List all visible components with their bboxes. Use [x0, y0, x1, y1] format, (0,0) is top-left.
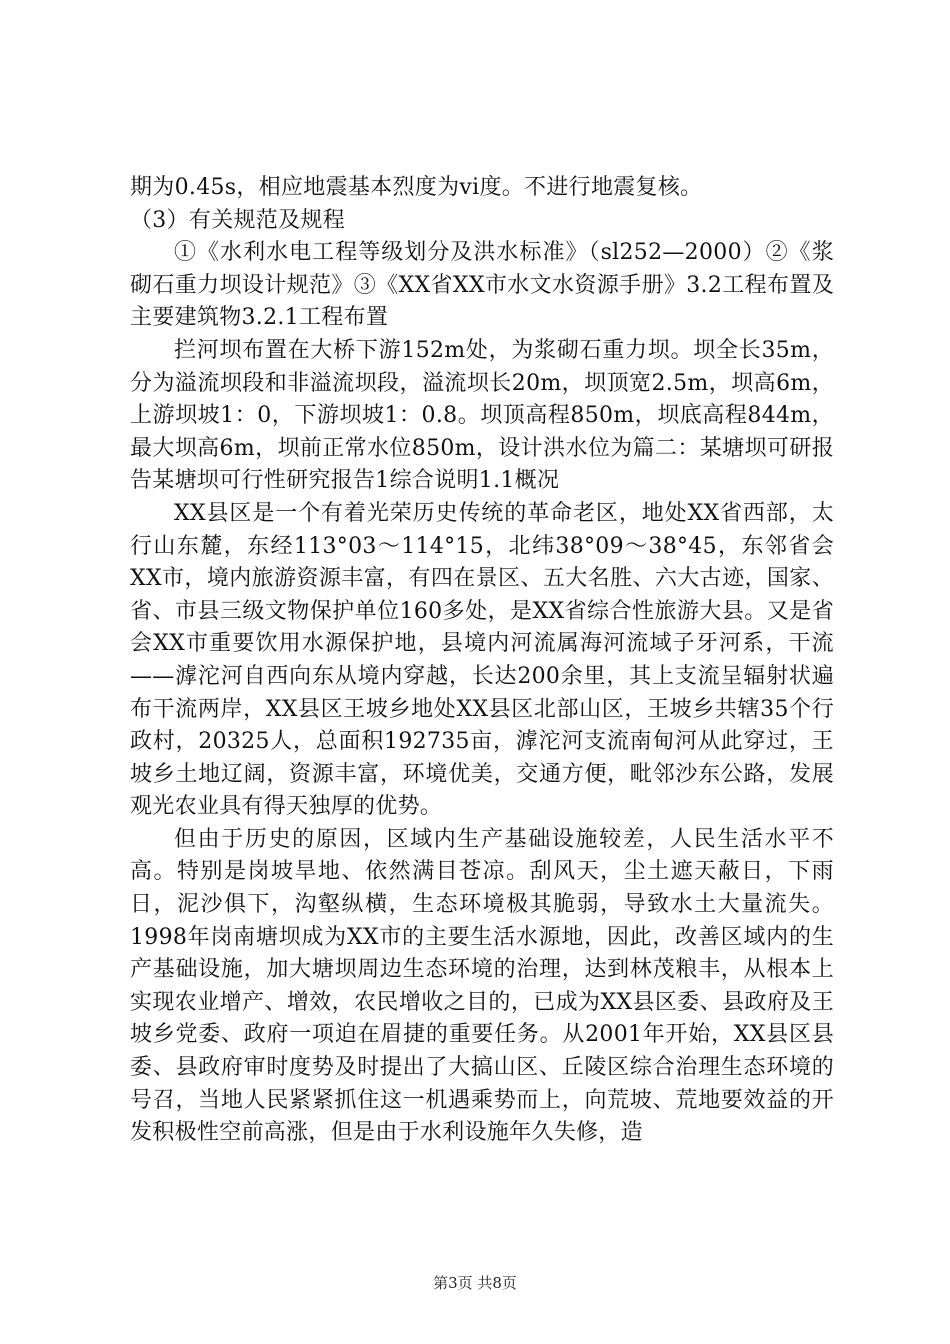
document-body — [130, 172, 834, 1150]
paragraph-2: （3）有关规范及规程 — [130, 207, 345, 233]
paragraph-5: XX县区是一个有着光荣历史传统的革命老区，地处XX省西部，太行山东麓，东经113°03～114°15，北纬38°09～38°45，东邻省会XX市，境内旅游资源丰富，有四在景区、五大名胜、六大古迹，国家、省、市县三级文物保护单位160多处，是XX省综合性旅游大县。又是省会XX市重要饮用水源保护地，县境内河流属海河流域子牙河系，干流——滹沱河自西向东从境内穿越，长达200余里，其上支流呈辐射状遍布干流两岸，XX县区王坡乡地处XX县区北部山区，王坡乡共辖35个行政村，20325人，总面积192735亩，滹沱河支流南甸河从此穿过，王坡乡土地辽阔，资源丰富，环境优美，交通方便，毗邻沙东公路，发展观光农业具有得天独厚的优势。 — [130, 500, 834, 820]
paragraph-1: 期为0.45s，相应地震基本烈度为vi度。不进行地震复核。 — [130, 175, 703, 200]
paragraph-4: 拦河坝布置在大桥下游152m处，为浆砌石重力坝。坝全长35m，分为溢流坝段和非溢流坝段，溢流坝长20m，坝顶宽2.5m，坝高6m，上游坝坡1：0，下游坝坡1：0.8。坝顶高程850m，坝底高程844m，最大坝高6m，坝前正常水位850m，设计洪水位为篇二：某塘坝可研报告某塘坝可行性研究报告1综合说明1.1概况 — [130, 337, 834, 494]
paragraph-3: ①《水利水电工程等级划分及洪水标准》（sl252—2000）②《浆砌石重力坝设计规范》③《XX省XX市水文水资源手册》3.2工程布置及主要建筑物3.2.1工程布置 — [130, 240, 834, 331]
page-number: 第3页 共8页 — [433, 1274, 517, 1292]
paragraph-6: 但由于历史的原因，区域内生产基础设施较差，人民生活水平不高。特别是岗坡旱地、依然满目苍凉。刮风天，尘土遮天蔽日，下雨日，泥沙俱下，沟壑纵横，生态环境极其脆弱，导致水土大量流失。1998年岗南塘坝成为XX市的主要生活水源地，因此，改善区域内的生产基础设施，加大塘坝周边生态环境的治理，达到林茂粮丰，从根本上实现农业增产、增效，农民增收之目的，已成为XX县区委、县政府及王坡乡党委、政府一项迫在眉捷的重要任务。从2001年开始，XX县区县委、县政府审时度势及时提出了大搞山区、丘陵区综合治理生态环境的号召，当地人民紧紧抓住这一机遇乘势而上，向荒坡、荒地要效益的开发积极性空前高涨，但是由于水利设施年久失修，造 — [130, 826, 834, 1146]
